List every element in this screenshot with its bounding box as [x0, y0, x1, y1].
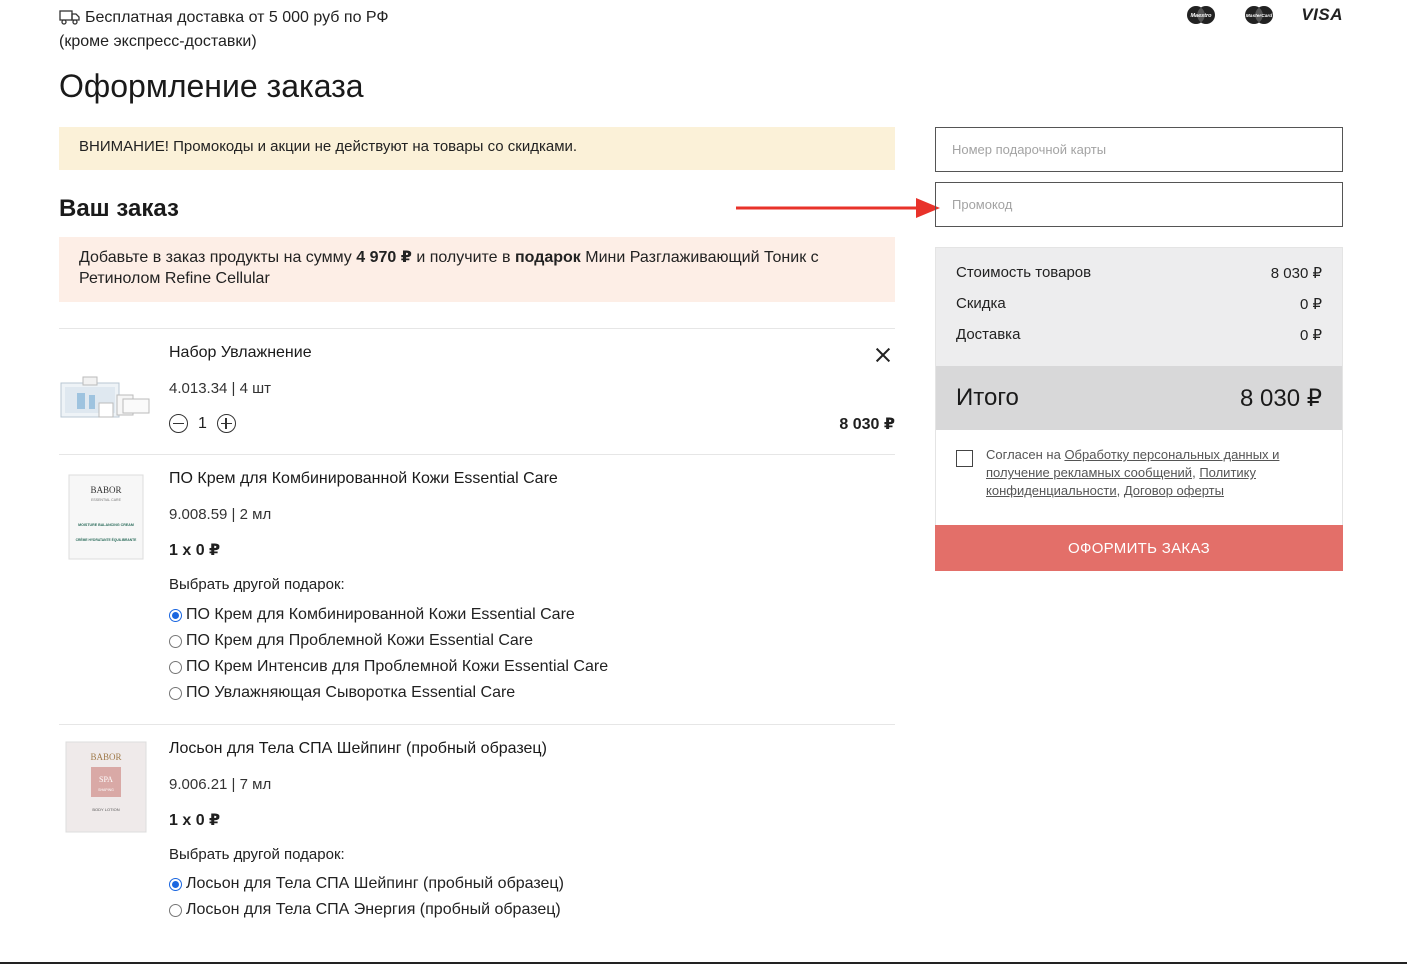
item-sku: 9.008.59 | 2 мл: [169, 506, 272, 523]
place-order-button[interactable]: ОФОРМИТЬ ЗАКАЗ: [935, 525, 1343, 571]
free-delivery-info: [59, 7, 389, 52]
remove-item-close-icon[interactable]: [875, 347, 891, 363]
item-name[interactable]: Набор Увлажнение: [169, 344, 312, 361]
choose-gift-label: Выбрать другой подарок:: [169, 576, 345, 593]
gift-option-label: ПО Крем Интенсив для Проблемной Кожи Essential Care: [186, 658, 609, 675]
delivery-line-2: (кроме экспресс-доставки): [59, 33, 257, 50]
svg-text:Maestro: Maestro: [1190, 13, 1212, 19]
quantity-stepper: [169, 414, 236, 433]
cart-item: [59, 328, 895, 454]
gift-option-label: Лосьон для Тела СПА Шейпинг (пробный образец): [186, 875, 564, 892]
total-label: Итого: [956, 384, 1019, 411]
gift-price: 1 x 0 ₽: [169, 812, 221, 829]
delivery-label: Доставка: [956, 326, 1021, 343]
gift-banner-suffix: Мини Разглаживающий Тоник с Ретинолом Refine Cellular: [79, 249, 819, 287]
promo-code-input[interactable]: [952, 197, 1326, 212]
delivery-value: 0 ₽: [1299, 327, 1322, 344]
item-sku: 9.006.21 | 7 мл: [169, 776, 272, 793]
gift-banner-middle: и получите в: [411, 249, 515, 266]
mastercard-logo-icon: [1243, 5, 1275, 25]
goods-value: 8 030 ₽: [1270, 265, 1322, 282]
gift-option[interactable]: [169, 680, 608, 706]
radio[interactable]: [169, 687, 182, 700]
quantity-value: 1: [198, 414, 207, 432]
thumb-sub2: SHAPING: [98, 788, 114, 792]
radio-selected[interactable]: [169, 609, 182, 622]
thumb-product: MOISTURE BALANCING CREAM: [78, 523, 134, 527]
summary-row-goods: [956, 264, 1322, 295]
gift-option[interactable]: [169, 871, 564, 897]
promo-notice: ВНИМАНИЕ! Промокоды и акции не действуют на товары со скидками.: [59, 127, 895, 170]
gift-card-input[interactable]: [952, 142, 1326, 157]
item-name[interactable]: Лосьон для Тела СПА Шейпинг (пробный образец): [169, 740, 547, 757]
summary-rows: [936, 248, 1342, 366]
thumb-sub: ESSENTIAL CARE: [91, 498, 121, 502]
item-sku: 4.013.34 | 4 шт: [169, 380, 272, 397]
choose-gift-label: Выбрать другой подарок:: [169, 846, 345, 863]
gift-options: [169, 602, 608, 706]
gift-threshold-banner: [59, 237, 895, 302]
cart-item: [59, 454, 895, 724]
gift-banner-prefix: Добавьте в заказ продукты на сумму: [79, 249, 357, 266]
summary-total: [936, 366, 1342, 430]
personal-data-link[interactable]: Обработку персональных данных и получение рекламных сообщений: [986, 447, 1280, 480]
gift-option-label: Лосьон для Тела СПА Энергия (пробный образец): [186, 901, 561, 918]
radio[interactable]: [169, 904, 182, 917]
radio-selected[interactable]: [169, 878, 182, 891]
svg-text:MasterCard: MasterCard: [1246, 14, 1273, 19]
payment-logos: [1185, 5, 1343, 25]
page-title: Оформление заказа: [59, 68, 364, 104]
decrease-quantity-button[interactable]: [169, 414, 188, 433]
consent-separator: ,: [1116, 483, 1124, 498]
gift-banner-gift-word: подарок: [514, 249, 581, 266]
radio[interactable]: [169, 635, 182, 648]
thumb-brand: BABOR: [90, 752, 122, 762]
delivery-line-1: Бесплатная доставка от 5 000 руб по РФ: [85, 9, 389, 26]
item-price: 8 030 ₽: [839, 416, 895, 433]
consent-prefix: Согласен на: [986, 447, 1065, 462]
truck-icon: [59, 9, 81, 31]
privacy-policy-link[interactable]: Политику конфиденциальности: [986, 465, 1256, 498]
goods-label: Стоимость товаров: [956, 264, 1092, 281]
gift-price: 1 x 0 ₽: [169, 542, 221, 559]
gift-option[interactable]: [169, 654, 608, 680]
thumb-product-fr: CRÈME HYDRATANTE ÉQUILIBRANTE: [75, 538, 137, 542]
summary-row-discount: [956, 295, 1322, 326]
cart-item: [59, 724, 895, 944]
maestro-logo-icon: [1185, 5, 1217, 25]
product-thumbnail[interactable]: [59, 347, 151, 439]
red-arrow-icon: [736, 198, 940, 223]
visa-logo-icon: VISA: [1301, 5, 1343, 24]
gift-option[interactable]: [169, 602, 608, 628]
offer-agreement-link[interactable]: Договор оферты: [1123, 483, 1224, 498]
discount-label: Скидка: [956, 295, 1006, 312]
consent-checkbox[interactable]: [956, 450, 973, 467]
promo-code-field[interactable]: [935, 182, 1343, 227]
increase-quantity-button[interactable]: [217, 414, 236, 433]
consent-block: [936, 430, 1342, 527]
item-name[interactable]: ПО Крем для Комбинированной Кожи Essential Care: [169, 470, 558, 487]
summary-row-delivery: [956, 326, 1322, 357]
gift-banner-amount: 4 970 ₽: [356, 249, 412, 266]
product-thumbnail[interactable]: [65, 741, 157, 833]
order-title: Ваш заказ: [59, 195, 179, 222]
radio[interactable]: [169, 661, 182, 674]
thumb-product: BODY LOTION: [92, 807, 120, 812]
gift-option[interactable]: [169, 628, 608, 654]
gift-options: [169, 871, 564, 923]
product-thumbnail[interactable]: [67, 473, 159, 565]
gift-card-field[interactable]: [935, 127, 1343, 172]
thumb-sub: SPA: [99, 775, 113, 784]
gift-option-label: ПО Увлажняющая Сыворотка Essential Care: [186, 684, 516, 701]
gift-option-label: ПО Крем для Комбинированной Кожи Essential Care: [186, 606, 575, 623]
consent-separator: ,: [1192, 465, 1200, 480]
gift-option-label: ПО Крем для Проблемной Кожи Essential Care: [186, 632, 533, 649]
total-value: 8 030 ₽: [1240, 384, 1322, 412]
gift-option[interactable]: [169, 897, 564, 923]
top-bar: [59, 5, 1343, 55]
consent-text: [986, 446, 1306, 500]
thumb-brand: BABOR: [90, 485, 122, 495]
order-summary: [935, 247, 1343, 571]
discount-value: 0 ₽: [1299, 296, 1322, 313]
